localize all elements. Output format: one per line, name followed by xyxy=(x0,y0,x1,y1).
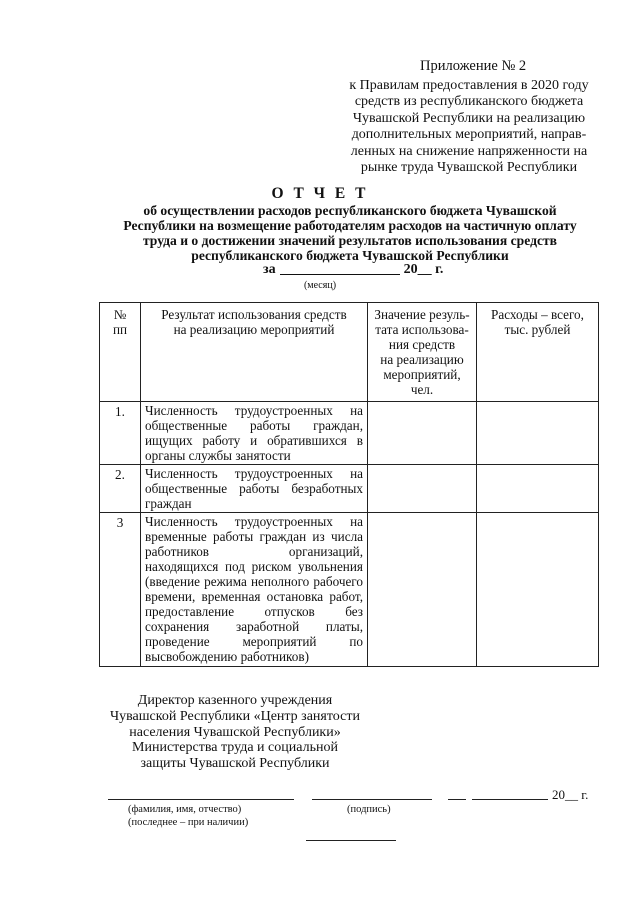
table-row xyxy=(100,465,599,513)
appendix-line: Чувашской Республики на реализацию xyxy=(352,110,586,126)
table-row xyxy=(100,402,599,465)
appendix-title: Приложение № 2 xyxy=(420,58,527,74)
header-result: Результат использования средств на реализацию мероприятий xyxy=(141,303,368,402)
report-period xyxy=(263,262,443,278)
row-expense-cell[interactable] xyxy=(477,465,599,513)
date-month-blank-line[interactable] xyxy=(472,799,548,800)
signature-blank-line[interactable] xyxy=(312,799,432,800)
row-expense-cell[interactable] xyxy=(477,402,599,465)
signer-line: Министерства труда и социальной xyxy=(132,740,338,756)
subtitle-line: Республики на возмещение работодателям расходов на частичную оплату xyxy=(123,218,577,233)
appendix-line: ленных на снижение напряженности на xyxy=(350,143,588,159)
row-expense-cell[interactable] xyxy=(477,513,599,667)
name-blank-line[interactable] xyxy=(108,799,294,800)
subtitle-line: республиканского бюджета Чувашской Республики xyxy=(191,248,509,263)
name-caption: (фамилия, имя, отчество) (последнее – при наличии) xyxy=(128,804,249,828)
report-table xyxy=(99,302,599,667)
row-number: 2. xyxy=(100,465,141,513)
header-value: Значение резуль- тата использова- ния средств на реализацию мероприятий, чел. xyxy=(368,303,477,402)
signer-line: Директор казенного учреждения xyxy=(137,693,333,708)
signature-caption: (подпись) xyxy=(347,804,391,815)
period-prefix: за xyxy=(263,262,276,277)
appendix-line: средств из республиканского бюджета xyxy=(354,94,584,110)
signature-date-year: 20__ г. xyxy=(552,787,589,802)
date-day-blank-line[interactable] xyxy=(448,799,466,800)
signer-position xyxy=(92,693,378,772)
signer-line: населения Чувашской Республики» xyxy=(129,724,341,740)
row-result-text: Численность трудоустроенных на общественные работы граждан, ищущих работу и обратившихся в органы службы занятости xyxy=(141,402,368,465)
subtitle-line: об осуществлении расходов республиканского бюджета Чувашской xyxy=(143,203,557,218)
period-year: 20__ г. xyxy=(403,262,444,277)
row-number: 1. xyxy=(100,402,141,465)
table-row xyxy=(100,513,599,667)
row-value-cell[interactable] xyxy=(368,465,477,513)
table-header-row xyxy=(100,303,599,402)
appendix-line: к Правилам предоставления в 2020 году xyxy=(349,78,589,93)
signer-line: защиты Чувашской Республики xyxy=(140,756,330,772)
row-result-text: Численность трудоустроенных на общественные работы безработных граждан xyxy=(141,465,368,513)
appendix-description xyxy=(344,78,594,176)
report-subtitle xyxy=(110,203,590,263)
appendix-line: рынке труда Чувашской Республики xyxy=(360,160,578,176)
subtitle-line: труда и о достижении значений результатов использования средств xyxy=(142,233,558,248)
report-title: О Т Ч Е Т xyxy=(271,185,369,202)
month-caption: (месяц) xyxy=(303,280,337,291)
header-expenses: Расходы – всего, тыс. рублей xyxy=(477,303,599,402)
row-value-cell[interactable] xyxy=(368,402,477,465)
bottom-divider xyxy=(306,840,396,841)
month-blank-line[interactable] xyxy=(280,262,400,275)
appendix-line: дополнительных мероприятий, направ- xyxy=(351,127,587,143)
signer-line: Чувашской Республики «Центр занятости xyxy=(110,708,360,724)
row-number: 3 xyxy=(100,513,141,667)
row-value-cell[interactable] xyxy=(368,513,477,667)
row-result-text: Численность трудоустроенных на временные работы граждан из числа работников организаций, находящихся под риском увольнения (введение режима неполного рабочего времени, временная остановка работ, предоставление отпусков без сохранения заработной платы, проведение мероприятий по высвобождению работников) xyxy=(141,513,368,667)
header-number: № пп xyxy=(100,303,141,402)
